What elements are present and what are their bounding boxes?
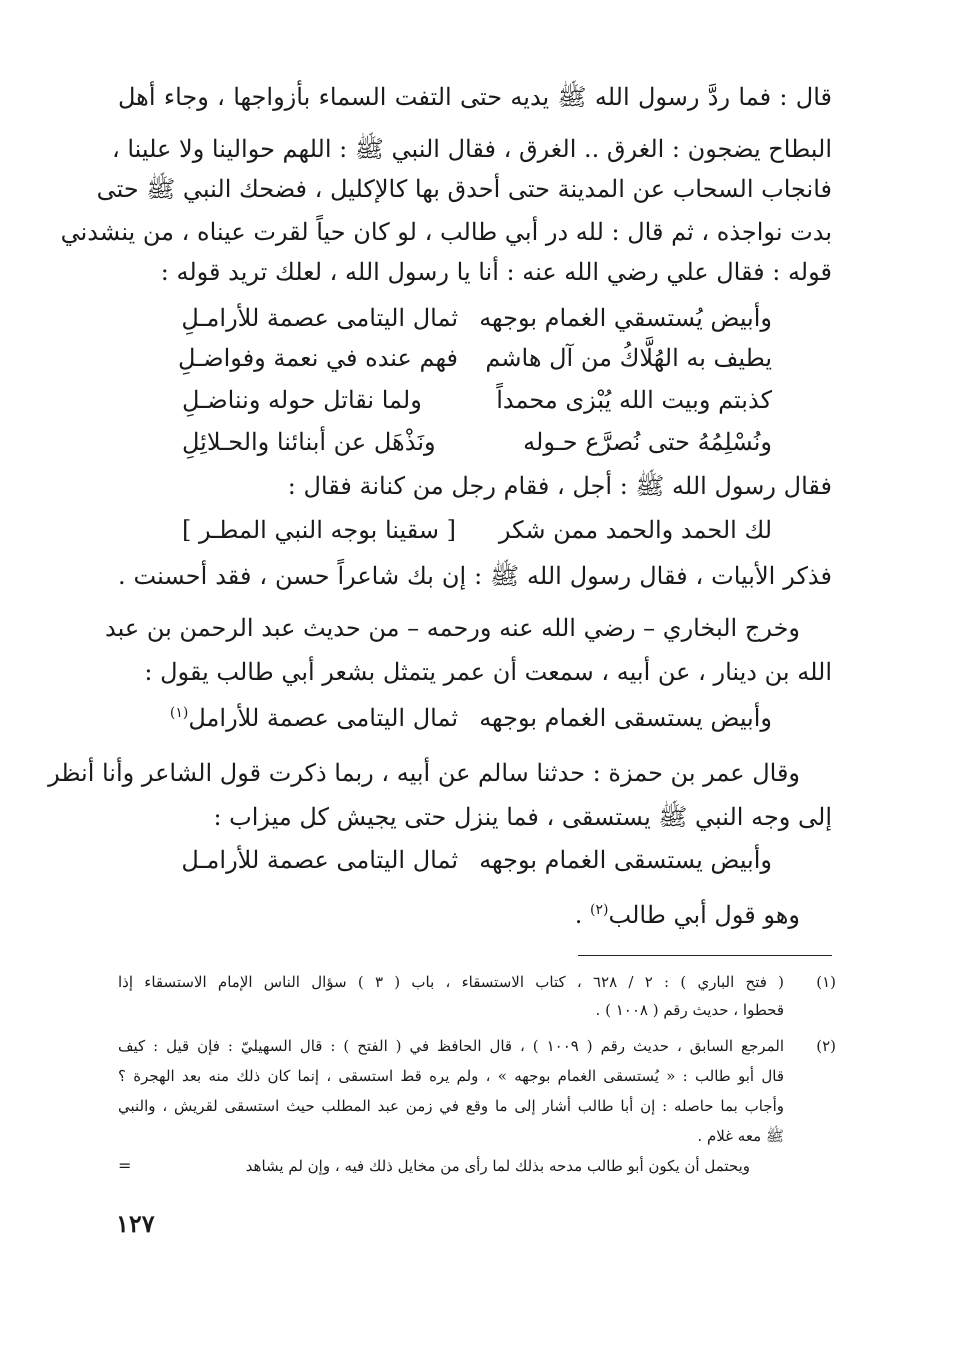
- para-3-line-2: إلى وجه النبي ﷺ يستسقى ، فما ينزل حتى يجيش كل ميزاب :: [213, 803, 832, 831]
- line-after-poem-2: فذكر الأبيات ، فقال رسول الله ﷺ : إن بك شاعراً حسن ، فقد أحسنت .: [118, 562, 832, 590]
- footnote-2-line-1: المرجع السابق ، حديث رقم ( ١٠٠٩ ) ، قال الحافظ في ( الفتح ) : قال السهيليّ : فإن قيل : كيف: [118, 1037, 784, 1055]
- hemistich-second: ونَذْهَل عن أبنائنا والحـلائِلِ: [182, 428, 436, 456]
- closing-line: [118, 895, 800, 935]
- hemistich-second: ثمال اليتامى عصمة للأرامـل: [181, 846, 458, 874]
- footnote-1-line-1: ( فتح الباري ) : ٢ / ٦٢٨ ، كتاب الاستسقاء ، باب ( ٣ ) سؤال الناس الإمام الاستسقاء إذا: [118, 973, 785, 991]
- hemistich-first: لك الحمد والحمد ممن شكر: [498, 516, 772, 544]
- hemistich-first: وأبيض يُستسقي الغمام بوجهه: [479, 304, 772, 332]
- closing-text: وهو قول أبي طالب: [608, 901, 800, 929]
- para-2-line-2: الله بن دينار ، عن أبيه ، سمعت أن عمر يتمثل بشعر أبي طالب يقول :: [144, 658, 832, 686]
- para-2-line-1: وخرج البخاري – رضي الله عنه ورحمه – من حديث عبد الرحمن بن عبد: [105, 614, 800, 642]
- body-line-3: فانجاب السحاب عن المدينة حتى أحدق بها كالإكليل ، فضحك النبي ﷺ حتى: [96, 175, 832, 203]
- hemistich-first: وأبيض يستسقى الغمام بوجهه: [479, 846, 772, 874]
- footnote-2-line-2: قال أبو طالب : « يُستسقى الغمام بوجهه » ، ولم يره قط استسقى ، إنما كان ذلك منه بعد الهجرة ؟: [118, 1067, 784, 1085]
- hemistich-first: كذبتم وبيت الله يُبْزى محمداً: [496, 386, 772, 414]
- footnote-2-line-3: وأجاب بما حاصله : إن أبا طالب أشار إلى ما وقع في زمن عبد المطلب حيث استسقى لقريش ، والنبي: [118, 1097, 784, 1115]
- poem-1-verse-1: [182, 298, 772, 338]
- hemistich-second: [169, 698, 458, 738]
- footnote-2-line-4: ﷺ معه غلام .: [697, 1127, 784, 1145]
- poem-1-verse-3: [182, 380, 772, 420]
- poem-1-verse-2: [178, 338, 772, 378]
- poem-4-verse: [182, 840, 772, 880]
- footnote-1-line-2: قحطوا ، حديث رقم ( ١٠٠٨ ) .: [595, 1001, 784, 1019]
- hemistich-second-text: ثمال اليتامى عصمة للأرامل: [188, 704, 458, 732]
- hemistich-first: ونُسْلِمُهُ حتى نُصرَّع حـوله: [523, 428, 772, 456]
- hemistich-first: وأبيض يستسقى الغمام بوجهه: [479, 704, 772, 732]
- body-line-1: قال : فما ردَّ رسول الله ﷺ يديه حتى التفت السماء بأزواجها ، وجاء أهل: [118, 83, 832, 111]
- continuation-mark: =: [118, 1156, 132, 1175]
- body-line-4: بدت نواجذه ، ثم قال : لله در أبي طالب ، لو كان حياً لقرت عيناه ، من ينشدني: [60, 218, 832, 246]
- hemistich-second: ولما نقاتل حوله ونناضـلِ: [182, 386, 422, 414]
- footnote-separator: [578, 955, 832, 956]
- footnote-2-line-5: ويحتمل أن يكون أبو طالب مدحه بذلك لما رأى من مخايل ذلك فيه ، وإن لم يشاهد: [245, 1157, 750, 1175]
- footnote-ref-1[interactable]: (١): [169, 705, 189, 721]
- hemistich-second: فهم عنده في نعمة وفواضـلِ: [178, 344, 458, 372]
- footnote-ref-2[interactable]: (٢): [590, 902, 609, 918]
- body-line-2: البطاح يضجون : الغرق .. الغرق ، فقال النبي ﷺ : اللهم حوالينا ولا علينا ،: [111, 135, 832, 163]
- footnote-2-number: (٢): [816, 1037, 836, 1055]
- footnote-1-number: (١): [816, 973, 836, 991]
- para-3-line-1: وقال عمر بن حمزة : حدثنا سالم عن أبيه ، ربما ذكرت قول الشاعر وأنا أنظر: [48, 759, 800, 787]
- body-line-5: قوله : فقال علي رضي الله عنه : أنا يا رسول الله ، لعلك تريد قوله :: [160, 258, 832, 286]
- line-after-poem-1: فقال رسول الله ﷺ : أجل ، فقام رجل من كنانة فقال :: [287, 472, 832, 500]
- poem-3-verse: [169, 698, 772, 738]
- hemistich-second: [ سقينا بوجه النبي المطـر ]: [182, 516, 456, 544]
- poem-2-verse: [182, 510, 772, 550]
- closing-tail: .: [574, 901, 591, 929]
- poem-1-verse-4: [182, 422, 772, 462]
- hemistich-second: ثمال اليتامى عصمة للأرامـلِ: [181, 304, 458, 332]
- page-number: ١٢٧: [116, 1209, 155, 1238]
- hemistich-first: يطيف به الهُلَّاكُ من آل هاشم: [485, 344, 772, 372]
